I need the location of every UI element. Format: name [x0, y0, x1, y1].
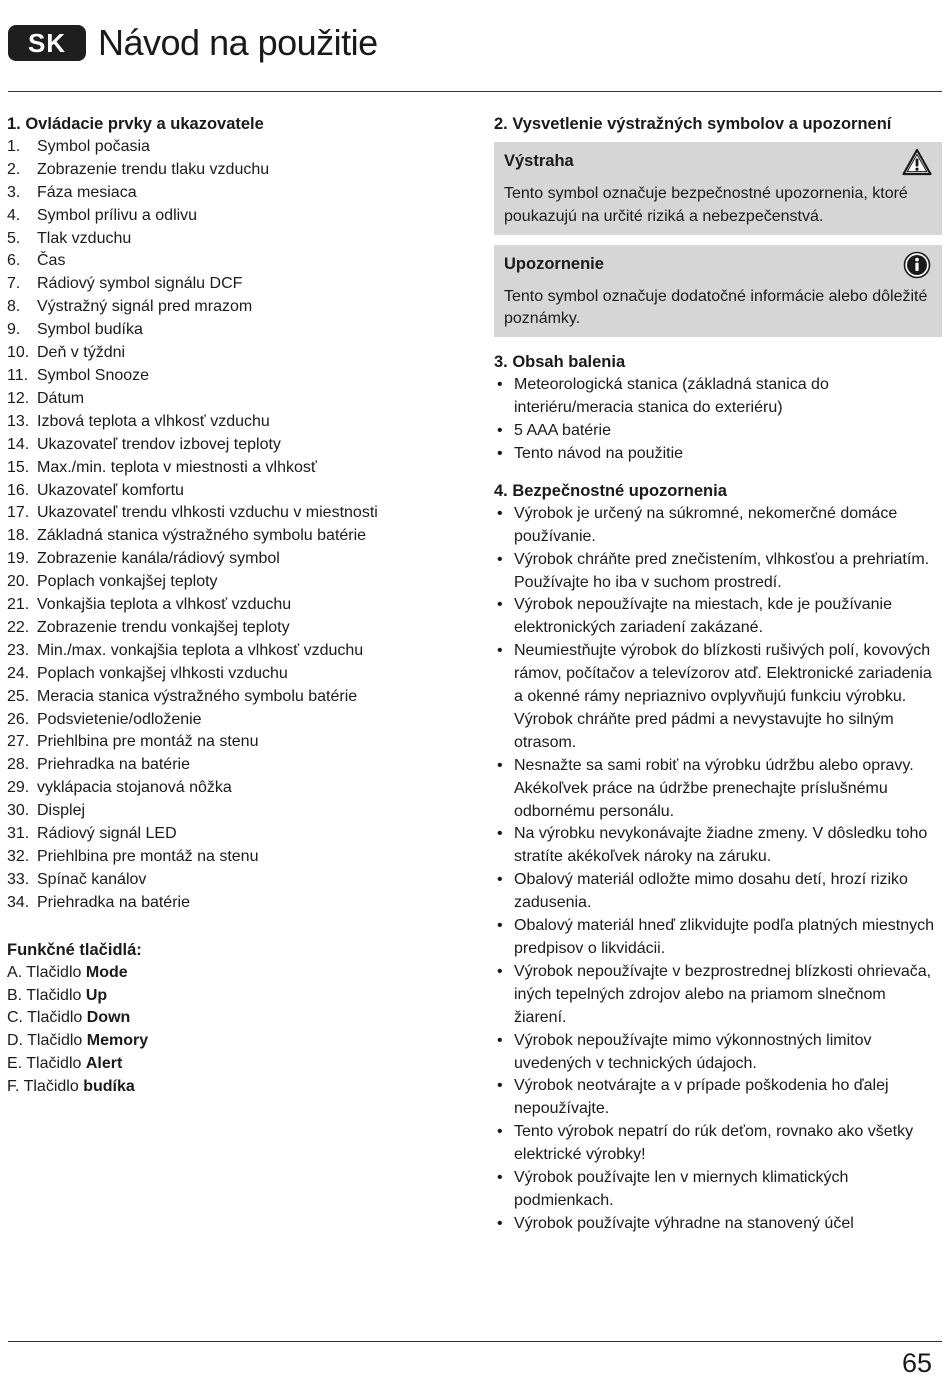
function-button-item: [7, 962, 467, 985]
note-text: Tento symbol označuje dodatočné informácie alebo dôležité poznámky.: [504, 287, 928, 328]
list-item-text: Rádiový signál LED: [37, 825, 177, 843]
section-4: [494, 480, 942, 1236]
list-item: [7, 250, 467, 273]
list-item: [7, 205, 467, 228]
left-column: [7, 113, 467, 1099]
list-item: [7, 365, 467, 388]
list-item-number: 6.: [7, 252, 21, 270]
list-item-number: 27.: [7, 733, 30, 751]
section-3: [494, 351, 942, 466]
function-buttons-heading: Funkčné tlačidlá:: [7, 940, 142, 959]
list-item: [7, 273, 467, 296]
list-item-number: 7.: [7, 275, 21, 293]
function-button-prefix: B. Tlačidlo: [7, 986, 86, 1004]
list-item: [7, 594, 467, 617]
list-item-text: Tlak vzduchu: [37, 229, 132, 247]
bullet-item: • Meteorologická stanica (základná stanica do interiéru/meracia stanica do exteriéru): [494, 374, 942, 420]
list-item: [7, 502, 467, 525]
bullet-item: • Na výrobku nevykonávajte žiadne zmeny. V dôsledku toho stratíte akékoľvek nároky na záruku.: [494, 823, 942, 869]
list-item-text: Rádiový symbol signálu DCF: [37, 275, 243, 293]
function-button-prefix: E. Tlačidlo: [7, 1055, 86, 1073]
list-item-text: Priehlbina pre montáž na stenu: [37, 848, 259, 865]
function-buttons-list: [7, 962, 467, 1099]
list-item: [7, 823, 467, 846]
list-item-text: Zobrazenie trendu tlaku vzduchu: [37, 160, 270, 178]
list-item: [7, 709, 467, 732]
info-circle-icon: [902, 251, 932, 279]
warning-title: Výstraha: [504, 151, 574, 170]
list-item-number: 23.: [7, 641, 30, 659]
list-item-number: 15.: [7, 458, 30, 476]
list-item-text: Poplach vonkajšej vlhkosti vzduchu: [37, 664, 288, 682]
list-item-text: Deň v týždni: [37, 344, 126, 362]
language-badge: SK: [8, 25, 86, 61]
section-1-heading: 1. Ovládacie prvky a ukazovatele: [7, 115, 264, 133]
bullet-item: • Výrobok nepoužívajte v bezprostrednej blízkosti ohrievača, iných tepelných zdrojov alebo na priamom slnečnom žiarení.: [494, 961, 942, 1030]
list-item-number: 11.: [7, 366, 29, 384]
list-item-text: Izbová teplota a vlhkosť vzduchu: [37, 412, 270, 430]
list-item: [7, 525, 467, 548]
right-column: [494, 113, 942, 1236]
list-item-number: 22.: [7, 618, 30, 636]
list-item: [7, 846, 467, 869]
list-item: [7, 777, 467, 800]
controls-list: [7, 136, 467, 915]
bullet-item: • Výrobok chráňte pred znečistením, vlhkosťou a prehriatím. Používajte ho iba v suchom prostredí.: [494, 549, 942, 595]
list-item-number: 18.: [7, 527, 30, 545]
function-button-name: Alert: [85, 1055, 123, 1073]
note-title: Upozornenie: [504, 254, 604, 273]
bullet-item: • Obalový materiál hneď zlikvidujte podľa platných miestnych predpisov o likvidácii.: [494, 915, 942, 961]
list-item-number: 34.: [7, 893, 30, 911]
safety-list: [494, 503, 942, 1236]
list-item-number: 26.: [7, 710, 30, 728]
list-item-text: Fáza mesiaca: [37, 183, 137, 201]
function-button-item: [7, 985, 467, 1008]
list-item-number: 19.: [7, 550, 30, 568]
section-3-heading: 3. Obsah balenia: [494, 353, 626, 372]
list-item-text: Max./min. teplota v miestnosti a vlhkosť: [37, 458, 317, 476]
note-box: [494, 245, 942, 338]
package-contents-list: [494, 374, 942, 466]
list-item: [7, 136, 467, 159]
warning-triangle-icon: [902, 148, 932, 176]
list-item: [7, 731, 467, 754]
list-item: [7, 411, 467, 434]
list-item: [7, 548, 467, 571]
section-2-heading: 2. Vysvetlenie výstražných symbolov a upozornení: [494, 115, 892, 133]
list-item: [7, 228, 467, 251]
function-button-name: Memory: [86, 1032, 149, 1050]
list-item: [7, 457, 467, 480]
bullet-item: • 5 AAA batérie: [494, 420, 942, 443]
list-item: [7, 571, 467, 594]
section-4-heading: 4. Bezpečnostné upozornenia: [494, 481, 727, 500]
list-item-number: 2.: [7, 160, 21, 178]
list-item-text: Zobrazenie kanála/rádiový symbol: [37, 550, 280, 568]
list-item-text: Podsvietenie/odloženie: [37, 710, 202, 728]
list-item-number: 33.: [7, 870, 30, 888]
bullet-item: • Výrobok nepoužívajte mimo výkonnostných limitov uvedených v technických údajoch.: [494, 1030, 942, 1076]
list-item-number: 28.: [7, 756, 30, 774]
list-item-number: 9.: [7, 321, 21, 339]
list-item: [7, 480, 467, 503]
list-item-number: 24.: [7, 664, 30, 682]
list-item: [7, 434, 467, 457]
list-item-text: Ukazovateľ trendu vlhkosti vzduchu v miestnosti: [37, 504, 378, 522]
list-item-text: Dátum: [37, 389, 85, 407]
page-header: [8, 22, 378, 64]
page-number: 65: [901, 1348, 932, 1378]
bullet-item: • Výrobok je určený na súkromné, nekomerčné domáce používanie.: [494, 503, 942, 549]
list-item: [7, 892, 467, 915]
list-item-number: 29.: [7, 779, 30, 797]
list-item-number: 21.: [7, 596, 30, 614]
function-button-name: Up: [85, 986, 108, 1004]
bullet-item: • Tento návod na použitie: [494, 443, 942, 466]
list-item: [7, 800, 467, 823]
list-item-text: Vonkajšia teplota a vlhkosť vzduchu: [37, 596, 292, 614]
list-item-text: Zobrazenie trendu vonkajšej teploty: [37, 618, 290, 636]
list-item-number: 32.: [7, 848, 30, 865]
bullet-item: • Obalový materiál odložte mimo dosahu detí, hrozí riziko zadusenia.: [494, 869, 942, 915]
list-item-number: 16.: [7, 481, 30, 499]
list-item-number: 31.: [7, 825, 30, 843]
list-item-text: Ukazovateľ komfortu: [37, 481, 184, 499]
list-item: [7, 640, 467, 663]
list-item-text: Základná stanica výstražného symbolu batérie: [37, 527, 367, 545]
list-item-number: 17.: [7, 504, 30, 522]
list-item-text: Ukazovateľ trendov izbovej teploty: [37, 435, 281, 453]
function-button-name: Mode: [85, 963, 128, 981]
list-item-number: 30.: [7, 802, 30, 820]
function-button-name: budíka: [83, 1078, 135, 1096]
list-item-text: Min./max. vonkajšia teplota a vlhkosť vzduchu: [37, 641, 364, 659]
function-button-prefix: D. Tlačidlo: [7, 1032, 87, 1050]
list-item: [7, 869, 467, 892]
footer-divider: [8, 1341, 942, 1342]
function-button-name: Down: [86, 1009, 131, 1027]
list-item-number: 13.: [7, 412, 30, 430]
header-divider: [8, 91, 942, 92]
list-item-text: Symbol počasia: [37, 137, 150, 155]
list-item-number: 4.: [7, 206, 21, 224]
list-item-text: vyklápacia stojanová nôžka: [37, 779, 232, 797]
list-item: [7, 296, 467, 319]
function-button-item: [7, 1053, 467, 1076]
list-item-text: Čas: [37, 252, 66, 270]
bullet-item: • Výrobok neotvárajte a v prípade poškodenia ho ďalej nepoužívajte.: [494, 1075, 942, 1121]
list-item: [7, 617, 467, 640]
list-item-number: 14.: [7, 435, 30, 453]
page-title: Návod na použitie: [98, 22, 378, 63]
list-item-text: Symbol prílivu a odlivu: [37, 206, 198, 224]
bullet-item: • Neumiestňujte výrobok do blízkosti rušivých polí, kovových rámov, počítačov a televízorov atď. Elektronické zariadenia a okenné rámy nepriaznivo ovplyvňujú funkciu výrobku. Výrobok chráňte pred pádmi a nevystavujte ho silným otrasom.: [494, 640, 942, 755]
bullet-item: • Tento výrobok nepatrí do rúk deťom, rovnako ako všetky elektrické výrobky!: [494, 1121, 942, 1167]
function-button-prefix: F. Tlačidlo: [7, 1078, 84, 1096]
list-item-number: 3.: [7, 183, 21, 201]
warning-box: [494, 142, 942, 235]
list-item-text: Poplach vonkajšej teploty: [37, 573, 218, 591]
function-button-item: [7, 1076, 467, 1099]
list-item: [7, 342, 467, 365]
list-item-text: Priehlbina pre montáž na stenu: [37, 733, 259, 751]
list-item-text: Priehradka na batérie: [37, 756, 190, 774]
function-button-item: [7, 1030, 467, 1053]
list-item: [7, 182, 467, 205]
list-item-text: Meracia stanica výstražného symbolu batérie: [37, 687, 358, 705]
bullet-item: • Výrobok používajte len v miernych klimatických podmienkach.: [494, 1167, 942, 1213]
bullet-item: • Nesnažte sa sami robiť na výrobku údržbu alebo opravy. Akékoľvek práce na údržbe prenechajte príslušnému odbornému personálu.: [494, 755, 942, 824]
list-item-text: Priehradka na batérie: [37, 893, 190, 911]
list-item-text: Displej: [37, 802, 86, 820]
warning-text: Tento symbol označuje bezpečnostné upozornenia, ktoré poukazujú na určité riziká a nebezpečenstvá.: [504, 184, 908, 225]
list-item: [7, 686, 467, 709]
list-item-number: 25.: [7, 687, 30, 705]
list-item-text: Spínač kanálov: [37, 870, 147, 888]
list-item-number: 1.: [7, 137, 21, 155]
list-item-number: 8.: [7, 298, 21, 316]
list-item-number: 5.: [7, 229, 21, 247]
function-button-prefix: A. Tlačidlo: [7, 963, 86, 981]
list-item-text: Symbol budíka: [37, 321, 143, 339]
list-item: [7, 159, 467, 182]
list-item-number: 20.: [7, 573, 30, 591]
list-item-number: 12.: [7, 389, 30, 407]
list-item-text: Výstražný signál pred mrazom: [37, 298, 253, 316]
function-button-prefix: C. Tlačidlo: [7, 1009, 87, 1027]
list-item: [7, 319, 467, 342]
list-item: [7, 663, 467, 686]
function-button-item: [7, 1007, 467, 1030]
list-item: [7, 388, 467, 411]
list-item: [7, 754, 467, 777]
list-item-number: 10.: [7, 344, 30, 362]
bullet-item: • Výrobok používajte výhradne na stanovený účel: [494, 1213, 942, 1236]
list-item-text: Symbol Snooze: [37, 366, 150, 384]
bullet-item: • Výrobok nepoužívajte na miestach, kde je používanie elektronických zariadení zakázané.: [494, 594, 942, 640]
